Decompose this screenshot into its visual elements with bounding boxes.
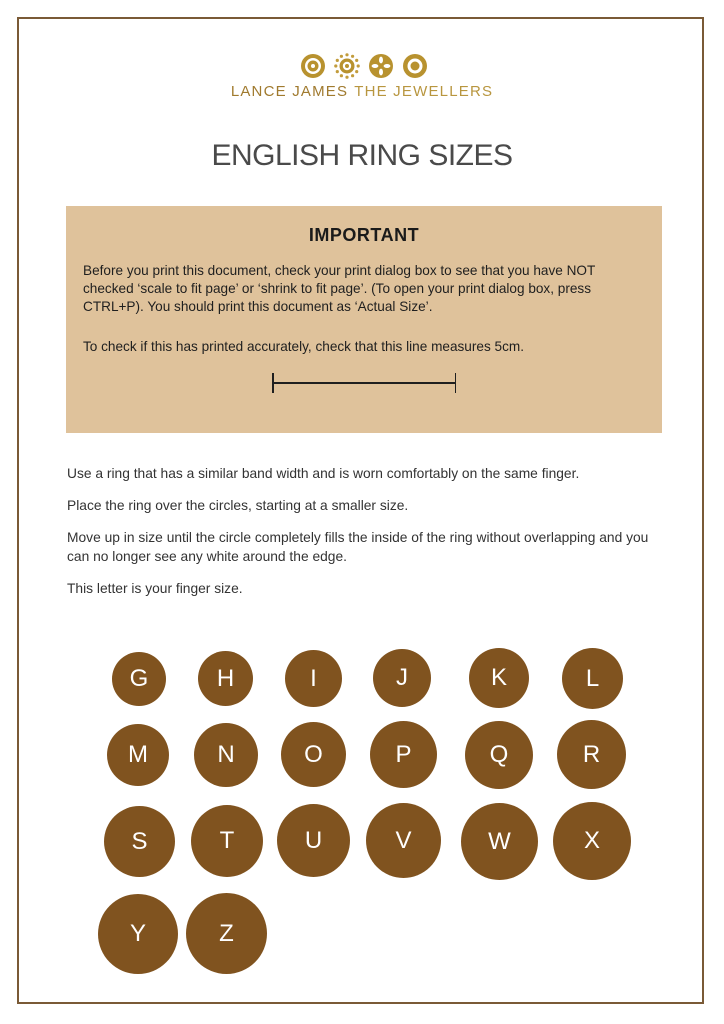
important-notice	[66, 206, 662, 433]
size-circle: H	[198, 651, 253, 706]
size-circle: G	[112, 652, 166, 706]
sunburst-icon	[334, 53, 360, 79]
size-circle: Z	[186, 893, 267, 974]
size-circle: X	[553, 802, 631, 880]
size-circle: Q	[465, 721, 533, 789]
size-circle: S	[104, 806, 175, 877]
size-circle: P	[370, 721, 437, 788]
size-circle: L	[562, 648, 623, 709]
brand-logo	[300, 53, 430, 79]
size-circle: I	[285, 650, 342, 707]
size-circle: M	[107, 724, 169, 786]
instruction-text: Use a ring that has a similar band width and is worn comfortably on the same finger.	[67, 466, 580, 481]
flower-icon	[368, 53, 394, 79]
size-circle: O	[281, 722, 346, 787]
ring-icon	[300, 53, 326, 79]
size-circle: U	[277, 804, 350, 877]
brand-secondary: THE JEWELLERS	[354, 83, 494, 100]
measurement-line-bar	[272, 382, 456, 384]
ring-icon	[402, 53, 428, 79]
size-circle: Y	[98, 894, 178, 974]
instruction-text: Place the ring over the circles, starting at a smaller size.	[67, 498, 409, 513]
notice-paragraph: To check if this has printed accurately, check that this line measures 5cm.	[83, 339, 524, 354]
size-circle: K	[469, 648, 529, 708]
brand-name	[0, 83, 724, 100]
size-circle: J	[373, 649, 431, 707]
measurement-line	[272, 373, 456, 393]
notice-paragraph: Before you print this document, check your print dialog box to see that you have NOT checked ‘scale to fit page’ or ‘shrink to fit page’. (To open your print dialog box, press CTRL+P). You should print this document as ‘Actual Size’.	[83, 263, 596, 314]
size-circle: W	[461, 803, 538, 880]
size-circle: N	[194, 723, 258, 787]
size-circle: V	[366, 803, 441, 878]
size-circle: T	[191, 805, 263, 877]
page-title: ENGLISH RING SIZES	[211, 139, 513, 172]
measurement-line-tick	[455, 373, 457, 393]
instruction-text: This letter is your finger size.	[67, 581, 243, 596]
measurement-line-tick	[272, 373, 274, 393]
instruction-text: Move up in size until the circle completely fills the inside of the ring without overlapping and you can no longer see any white around the edge.	[67, 530, 649, 564]
size-circle: R	[557, 720, 626, 789]
notice-heading: IMPORTANT	[308, 225, 420, 245]
brand-primary: LANCE JAMES	[230, 83, 349, 100]
